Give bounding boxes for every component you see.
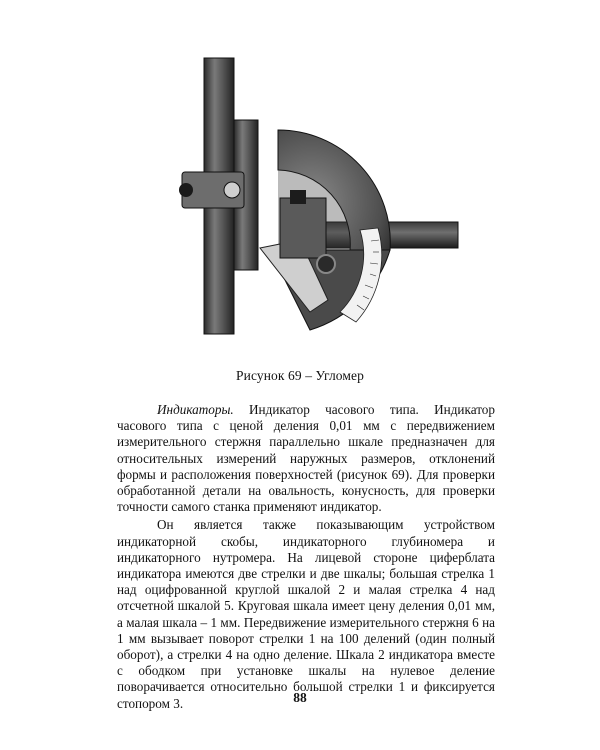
center-clamp [280, 198, 326, 258]
paragraph-1-rest: Индикатор часового типа. Индикатор часового типа с ценой деления 0,01 мм с передвижением измерительного стержня параллельно шкале предназначен для относительных измерений наружных размеров, отклонений формы и расположения поверхностей (рисунок 69). Для проверки обработанной детали на овальность, конусность, для проверки точности самого станка применяют индикатор. [117, 402, 495, 515]
clamp-screw-left [179, 183, 193, 197]
paragraph-2: Он является также показывающим устройством индикаторной скобы, индикаторного глубиномера и индикаторного нутромера. На лицевой стороне циферблата индикатора имеются две стрелки и две шкалы; большая стрелка 1 над оцифрованной круглой шкалой 2 и малая стрелка 4 над отсчетной шкалой 5. Круговая шкала имеет цену деления 0,01 мм, а малая шкала – 1 мм. Передвижение измерительного стержня 6 на 1 мм вызывает поворот стрелки 1 на 100 делений (один полный оборот), а стрелки 4 на одно деление. Шкала 2 индикатора вместе с ободком при установке шкалы на нулевое деление поворачивается относительно большой стрелки 1 и фиксируется стопором 3. [117, 517, 495, 711]
center-clamp-top [290, 190, 306, 204]
protractor-image [160, 50, 470, 360]
clamp-screw-right [224, 182, 240, 198]
paragraph-1-lead: Индикаторы. [157, 402, 234, 417]
page-number: 88 [293, 690, 307, 705]
paragraph-1 [117, 402, 495, 515]
figure-caption: Рисунок 69 – Угломер [236, 368, 364, 383]
protractor-figure [160, 50, 470, 360]
body-text [117, 402, 495, 712]
locking-knob [317, 255, 335, 273]
